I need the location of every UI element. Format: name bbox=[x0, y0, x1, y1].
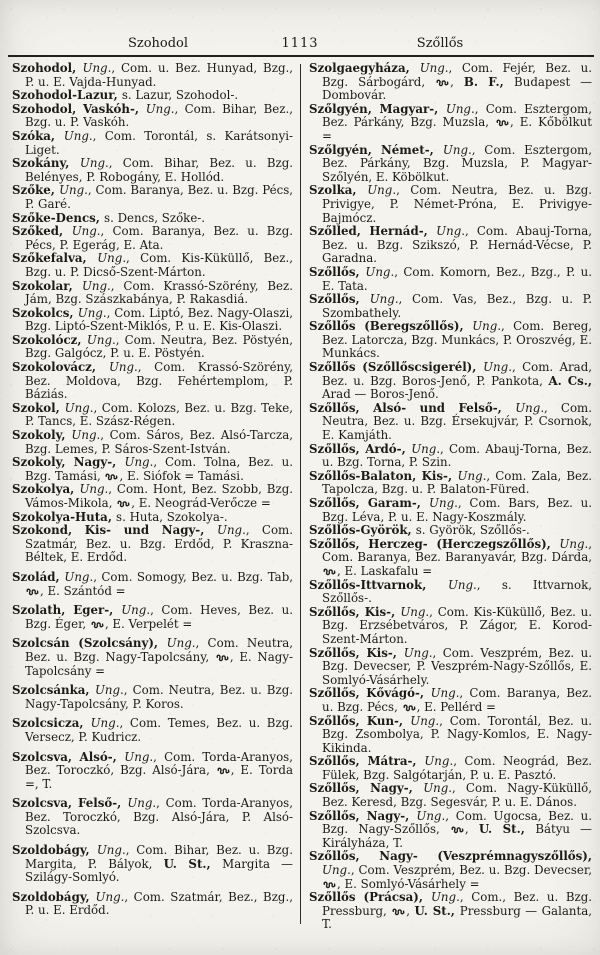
entry-bold-text: U. St., bbox=[414, 903, 460, 918]
entry-bold-text: A. Cs., bbox=[548, 373, 592, 388]
gazetteer-entry bbox=[12, 843, 293, 885]
entry-italic-text: Ung bbox=[447, 577, 474, 592]
entry-bold-text: Szoldobágy, bbox=[12, 843, 97, 858]
entry-italic-text: Ung bbox=[166, 636, 192, 651]
entry-text: ., Com. Heves, Bez. u. Bzg. Éger, bbox=[25, 603, 293, 631]
entry-italic-text: Ung bbox=[217, 523, 243, 538]
entry-bold-text: Szolcsva, Felső-, bbox=[12, 796, 128, 811]
entry-bold-text: Szőkefalva, bbox=[12, 251, 98, 266]
entry-bold-text: Szőllős, Alsó- und Felső-, bbox=[309, 400, 516, 415]
entry-text: ., Com. Krassó-Szörény, Bez. Jám, Bzg. Szászkabánya, P. Rakasdiá. bbox=[25, 278, 293, 307]
gazetteer-entry bbox=[309, 400, 592, 443]
entry-italic-text: Ung bbox=[419, 61, 445, 75]
column-right bbox=[301, 62, 592, 932]
entry-bold-text: Szokol, bbox=[12, 400, 65, 415]
entry-text: ., Com. Kolozs, Bez. u. Bzg. Teke, P. Tancs, E. Szász-Régen. bbox=[25, 400, 293, 429]
entry-text: ., Com. Torda-Aranyos, Bez. Toroczkó, Bzg. Alsó-Jára, bbox=[25, 749, 293, 778]
entry-text: Bátyu — Királyháza, T. bbox=[322, 822, 592, 850]
entry-italic-text: Ung bbox=[457, 468, 483, 483]
entry-italic-text: Ung bbox=[64, 569, 90, 584]
post-horn-icon bbox=[217, 767, 230, 775]
gazetteer-entry bbox=[309, 577, 592, 606]
entry-text: , E. Verpelét = bbox=[104, 616, 193, 631]
entry-bold-text: Szőllős, Nagy-, bbox=[309, 781, 424, 796]
entry-text: ., Com. Temes, Bez. u. Bzg. Versecz, P. Kudricz. bbox=[25, 716, 293, 744]
entry-italic-text: Ung bbox=[436, 224, 462, 239]
entry-text: Arad — Boros-Jenő. bbox=[322, 387, 439, 402]
entry-bold-text: Szokolya, bbox=[12, 482, 80, 497]
entry-bold-text: Szohodol, Vaskóh-, bbox=[12, 101, 146, 116]
entry-italic-text: Ung bbox=[472, 319, 498, 334]
entry-italic-text: Ung bbox=[430, 890, 457, 905]
entry-text: , E. Pellérd = bbox=[416, 699, 496, 714]
entry-bold-text: Szőllős (Prácsa), bbox=[309, 890, 431, 905]
gazetteer-entry bbox=[309, 781, 592, 810]
entry-bold-text: Szőlgyén, Magyar-, bbox=[309, 101, 446, 116]
gazetteer-entry bbox=[309, 264, 592, 293]
entry-text: s. Lazur, Szohodol-. bbox=[121, 88, 239, 103]
entry-text: ., Com. u. Bez. Hunyad, Bzg., P. u. E. Vajda-Hunyad. bbox=[25, 61, 293, 89]
entry-text: ., Com. Bihar, Bez., Bzg. u. P. Vaskóh. bbox=[25, 101, 293, 130]
gazetteer-entry bbox=[12, 224, 293, 252]
gazetteer-entry bbox=[12, 603, 293, 631]
entry-text: ., Com. Arad, Bez. u. Bzg. Boros-Jenő, P. Pankota, bbox=[322, 360, 592, 388]
gazetteer-entry bbox=[309, 754, 592, 782]
post-horn-icon bbox=[403, 704, 416, 712]
gazetteer-entry bbox=[309, 604, 592, 647]
gazetteer-entry bbox=[309, 536, 592, 579]
entry-bold-text: Szolcsicza, bbox=[12, 716, 91, 731]
gazetteer-entry bbox=[309, 319, 592, 361]
entry-text: ., Com. Neográd, Bez. Fülek, Bzg. Salgótarján, P. u. E. Pasztó. bbox=[322, 754, 592, 782]
gazetteer-entry bbox=[12, 796, 293, 838]
entry-bold-text: Szőllős, Kővágó-, bbox=[309, 686, 431, 701]
entry-bold-text: Szoldobágy, bbox=[12, 889, 96, 904]
entry-text: ., Com. Baranya, Bez. u. Bzg. Pécs, bbox=[322, 686, 592, 714]
entry-bold-text: Szolcsva, Alsó-, bbox=[12, 749, 125, 764]
entry-bold-text: Szőllős, Nagy-, bbox=[309, 808, 417, 823]
entry-text: ., Com. Esztergom, Bez. Párkány, Bzg. Muzsla, bbox=[322, 101, 592, 130]
gazetteer-entry bbox=[309, 441, 592, 470]
entry-text: ., Com. Szatmár, Bez., Bzg., P. u. E. Erdőd. bbox=[25, 889, 293, 918]
entry-text: ., Com. Kis-Küküllő, Bez., Bzg. u. P. Dicső-Szent-Márton. bbox=[25, 251, 293, 279]
gazetteer-entry bbox=[12, 156, 293, 184]
entry-text: ., Com. Krassó-Szörény, Bez. Moldova, Bzg. Fehértemplom, P. Báziás. bbox=[25, 360, 293, 402]
entry-text: ., Com. Torontál, s. Karátsonyi-Liget. bbox=[25, 128, 293, 157]
entry-italic-text: Ung bbox=[90, 716, 116, 731]
gazetteer-entry bbox=[12, 683, 293, 711]
entry-italic-text: Ung bbox=[445, 101, 471, 116]
gazetteer-entry bbox=[12, 400, 293, 429]
entry-italic-text: Ung bbox=[424, 754, 450, 769]
entry-text: ., s. Ittvarnok, Szőllős-. bbox=[322, 577, 592, 606]
post-horn-icon bbox=[117, 500, 130, 508]
entry-text: ., Com. Komorn, Bez., Bzg., P. u. E. Tata. bbox=[322, 264, 592, 293]
entry-text: , bbox=[450, 74, 464, 89]
entry-bold-text: Szokány, bbox=[12, 156, 80, 171]
gazetteer-entry bbox=[12, 183, 294, 211]
entry-bold-text: Szolka, bbox=[309, 183, 368, 198]
text-columns bbox=[12, 62, 592, 932]
entry-text: , E. Kőbölkut = bbox=[322, 115, 592, 143]
entry-bold-text: B. F., bbox=[463, 74, 515, 89]
running-head bbox=[0, 36, 600, 54]
post-horn-icon bbox=[392, 908, 405, 916]
entry-italic-text: Ung bbox=[416, 808, 442, 823]
entry-bold-text: Szőllős, bbox=[309, 292, 370, 307]
entry-italic-text: Ung bbox=[95, 889, 121, 904]
entry-bold-text: U. St., bbox=[163, 856, 223, 871]
gazetteer-entry bbox=[309, 686, 592, 714]
entry-italic-text: Ung bbox=[81, 278, 108, 293]
post-horn-icon bbox=[496, 119, 509, 127]
entry-italic-text: Ung bbox=[108, 360, 135, 375]
gazetteer-entry bbox=[12, 749, 293, 792]
entry-italic-text: Ung bbox=[124, 455, 150, 470]
entry-italic-text: Ung bbox=[365, 264, 391, 279]
entry-bold-text: Szolath, Eger-, bbox=[12, 603, 122, 618]
gazetteer-entry bbox=[309, 61, 593, 103]
entry-bold-text: Szőllős-Ittvarnok, bbox=[309, 577, 448, 592]
post-horn-icon bbox=[323, 568, 336, 576]
entry-bold-text: Szőlgyén, Német-, bbox=[309, 142, 443, 157]
entry-text: ., Com. Neutra, Bez. Pöstyén, Bzg. Galgócz, P. u. E. Pöstyén. bbox=[25, 332, 293, 361]
entry-italic-text: Ung bbox=[430, 686, 456, 701]
entry-text: ., Com. Veszprém, Bez. u. Bzg. Devecser, P. Veszprém-Nagy-Szőllős, E. Somlyó-Vásárhely. bbox=[322, 645, 592, 687]
entry-text: ., Com. Vas, Bez., Bzg. u. P. Szombathely. bbox=[322, 292, 592, 320]
entry-text: ., Com. Veszprém, Bez. u. Bzg. Devecser, bbox=[347, 863, 592, 878]
entry-text: ., Com. Baranya, Bez. u. Bzg. Pécs, P. Egerág, E. Ata. bbox=[25, 224, 293, 252]
entry-text: ., Com. Ugocsa, Bez. u. Bzg. Nagy-Szőllős, bbox=[322, 808, 592, 837]
gazetteer-entry bbox=[309, 849, 592, 891]
gazetteer-entry bbox=[309, 101, 592, 144]
gazetteer-entry bbox=[309, 890, 592, 932]
entry-text: ., Com. Bars, Bez. u. Bzg. Léva, P. u. E. Nagy-Koszmály. bbox=[322, 496, 592, 524]
entry-italic-text: Ung bbox=[145, 101, 171, 116]
entry-italic-text: Ung bbox=[410, 713, 436, 728]
gazetteer-entry bbox=[309, 645, 592, 688]
entry-italic-text: Ung bbox=[59, 183, 85, 198]
entry-italic-text: Ung bbox=[124, 749, 150, 764]
entry-text: ., Com. Nagy-Küküllő, Bez. Keresd, Bzg. Segesvár, P. u. E. Dános. bbox=[322, 781, 592, 810]
entry-bold-text: Szokond, Kis- und Nagy-, bbox=[12, 523, 217, 538]
entry-italic-text: Ung bbox=[79, 156, 105, 171]
post-horn-icon bbox=[91, 621, 104, 629]
gazetteer-entry bbox=[12, 210, 293, 226]
entry-italic-text: Ung bbox=[483, 360, 509, 375]
post-horn-icon bbox=[26, 588, 39, 596]
entry-bold-text: Szolgaegyháza, bbox=[309, 61, 420, 75]
entry-bold-text: Szőllős-Györök, bbox=[309, 523, 416, 538]
gazetteer-entry bbox=[309, 713, 592, 756]
gazetteer-entry bbox=[12, 278, 293, 307]
entry-text: , bbox=[464, 822, 479, 837]
running-head-right-keyword: Szőllős bbox=[416, 36, 464, 51]
entry-bold-text: Szokoly, bbox=[12, 428, 72, 443]
entry-italic-text: Ung bbox=[97, 251, 123, 266]
entry-text: ., Com. Tolna, Bez. u. Bzg. Tamási, bbox=[25, 455, 293, 483]
gazetteer-entry bbox=[309, 142, 592, 185]
entry-bold-text: Szőllős (Beregszőllős), bbox=[309, 319, 473, 334]
entry-bold-text: Szokoly, Nagy-, bbox=[12, 455, 125, 470]
entry-text: , E. Somlyó-Vásárhely = bbox=[337, 876, 480, 891]
entry-bold-text: Szőllős, Kun-, bbox=[309, 713, 411, 728]
entry-bold-text: Szőke, bbox=[12, 183, 60, 198]
entry-text: ., Com. Esztergom, Bez. Párkány, Bzg. Muzsla, P. Magyar-Szőlyén, E. Köbölkut. bbox=[322, 142, 592, 184]
header-rule bbox=[8, 55, 594, 57]
gazetteer-entry bbox=[12, 305, 293, 334]
entry-italic-text: Ung bbox=[442, 142, 468, 157]
entry-bold-text: Szőked, bbox=[12, 224, 72, 239]
gazetteer-entry bbox=[309, 808, 592, 851]
entry-bold-text: Szőllős, bbox=[309, 264, 366, 279]
post-horn-icon bbox=[105, 473, 118, 481]
entry-text: , bbox=[406, 903, 415, 918]
entry-bold-text: Szőllős, Garam-, bbox=[309, 496, 430, 510]
gazetteer-entry bbox=[12, 509, 293, 525]
entry-bold-text: Szőllős (Szőllőscsigerél), bbox=[309, 360, 484, 375]
gazetteer-entry bbox=[12, 569, 293, 598]
entry-bold-text: Szőllős, Mátra-, bbox=[309, 754, 425, 769]
entry-italic-text: Ung bbox=[367, 183, 393, 198]
page-number: 1113 bbox=[281, 36, 319, 51]
gazetteer-entry bbox=[12, 251, 293, 279]
post-horn-icon bbox=[323, 881, 336, 889]
entry-text: s. Györök, Szőllős-. bbox=[415, 523, 530, 538]
gazetteer-entry bbox=[309, 183, 592, 225]
entry-text: s. Dencs, Szőke-. bbox=[104, 210, 206, 225]
entry-text: ., Com. Kis-Küküllő, Bez. u. Bzg. Erzsébetváros, P. Zágor, E. Korod-Szent-Márton. bbox=[322, 604, 592, 646]
entry-text: ., Com. Abauj-Torna, Bez. u. Bzg. Torna, P. Szin. bbox=[322, 441, 592, 470]
entry-italic-text: Ung bbox=[79, 482, 105, 497]
entry-italic-text: Ung bbox=[423, 781, 449, 796]
entry-bold-text: Szőllős, Nagy- (Veszprémnagyszőllős), bbox=[309, 849, 592, 864]
gazetteer-entry bbox=[12, 889, 293, 918]
entry-bold-text: Szőke-Dencs, bbox=[12, 210, 105, 225]
gazetteer-entry bbox=[12, 332, 293, 361]
entry-text: , E. Torda =, T. bbox=[25, 763, 293, 791]
entry-text: ., Com. Somogy, Bez. u. Bzg. Tab, bbox=[89, 569, 293, 584]
entry-italic-text: Ung bbox=[64, 400, 90, 415]
entry-text: , E. Siófok = Tamási. bbox=[119, 468, 244, 483]
entry-bold-text: Szőllős, Ardó-, bbox=[309, 441, 412, 456]
entry-italic-text: Ung bbox=[63, 128, 89, 143]
entry-text: Margita — Szilágy-Somlyó. bbox=[25, 856, 293, 885]
entry-bold-text: Szóka, bbox=[12, 128, 64, 143]
entry-italic-text: Ung bbox=[400, 604, 426, 619]
gazetteer-entry bbox=[12, 428, 293, 456]
entry-italic-text: Ung bbox=[429, 496, 455, 510]
entry-text: ., Com. Zala, Bez. Tapolcza, Bzg. u. P. Balaton-Füred. bbox=[322, 468, 592, 497]
entry-bold-text: Szőllős-Balaton, Kis-, bbox=[309, 468, 458, 483]
gazetteer-entry bbox=[309, 360, 592, 402]
entry-text: ., Com. Baranya, Bez. u. Bzg. Pécs, P. Garé. bbox=[25, 183, 294, 211]
post-horn-icon bbox=[436, 79, 449, 87]
entry-text: ., Com. Abauj-Torna, Bez. u. Bzg. Szikszó, P. Hernád-Vécse, P. Garadna. bbox=[322, 224, 592, 266]
entry-italic-text: Ung bbox=[121, 603, 147, 618]
gazetteer-entry bbox=[12, 716, 293, 744]
post-horn-icon bbox=[451, 826, 464, 834]
entry-italic-text: Ung bbox=[71, 428, 97, 443]
entry-bold-text: Szokolovácz, bbox=[12, 360, 109, 375]
entry-text: ., Com., Bez. u. Bzg. Pressburg, bbox=[322, 890, 592, 918]
entry-bold-text: Szolcsán (Szolcsány), bbox=[12, 636, 167, 651]
gazetteer-entry bbox=[12, 482, 293, 510]
entry-bold-text: Szokolcs, bbox=[12, 305, 78, 320]
entry-text: ., Com. Hont, Bez. Szobb, Bzg. Vámos-Mikola, bbox=[25, 482, 293, 510]
entry-bold-text: Szőlled, Hernád-, bbox=[309, 224, 437, 239]
gazetteer-entry bbox=[12, 455, 293, 483]
running-head-left-keyword: Szohodol bbox=[127, 36, 189, 51]
entry-text: Budapest — Dombovár. bbox=[322, 74, 593, 103]
gazetteer-entry bbox=[309, 496, 592, 524]
entry-bold-text: Szőllős, Kis-, bbox=[309, 645, 404, 660]
entry-italic-text: Ung bbox=[82, 61, 108, 75]
entry-text: s. Huta, Szokolya-. bbox=[116, 509, 228, 524]
entry-text: ., Com. Bihar, Bez. u. Bzg. Belényes, P. Robogány, E. Hollód. bbox=[25, 156, 293, 184]
entry-text: ., Com. Bihar, Bez. u. Bzg. Margita, P. Bályok, bbox=[25, 843, 293, 871]
entry-bold-text: Szokolócz, bbox=[12, 332, 87, 347]
entry-bold-text: Szolád, bbox=[12, 569, 65, 584]
gazetteer-entry bbox=[12, 101, 293, 130]
entry-italic-text: Ung bbox=[559, 536, 585, 551]
entry-italic-text: Ung bbox=[322, 863, 348, 878]
entry-italic-text: Ung bbox=[77, 305, 103, 320]
entry-italic-text: Ung bbox=[515, 400, 541, 415]
gazetteer-entry bbox=[309, 523, 592, 538]
entry-text: , E. Szántód = bbox=[40, 583, 126, 598]
entry-text: ., Com. Neutra, Bez. u. Bzg. Érsekujvár, P. Csornok, E. Kamjáth. bbox=[322, 400, 592, 443]
gazetteer-entry bbox=[309, 292, 592, 320]
entry-bold-text: Szőllős, Herczeg- (Herczegszőllős), bbox=[309, 536, 560, 551]
entry-text: ., Com. Liptó, Bez. Nagy-Olaszi, Bzg. Liptó-Szent-Miklós, P. u. E. Kis-Olaszi. bbox=[25, 305, 293, 334]
entry-text: , E. Neográd-Verőcze = bbox=[131, 496, 271, 510]
entry-text: , E. Laskafalu = bbox=[337, 563, 433, 578]
entry-text: ., Com. Torda-Aranyos, Bez. Toroczkó, Bzg. Alsó-Jára, P. Alsó-Szolcsva. bbox=[25, 796, 293, 838]
entry-italic-text: Ung bbox=[127, 796, 153, 811]
entry-text: ., Com. Neutra, Bez. u. Bzg. Nagy-Tapolcsány, P. Koros. bbox=[25, 683, 293, 711]
column-left bbox=[12, 62, 300, 932]
entry-italic-text: Ung bbox=[369, 292, 395, 307]
entry-text: ., Com. Bereg, Bez. Latorcza, Bzg. Munkács, P. Oroszvég, E. Munkács. bbox=[322, 319, 592, 361]
entry-bold-text: Szokolya-Huta, bbox=[12, 509, 117, 524]
entry-text: ., Com. Baranya, Bez. Baranyavár, Bzg. Dárda, bbox=[322, 536, 592, 565]
gazetteer-entry bbox=[309, 468, 592, 497]
entry-bold-text: U. St., bbox=[478, 822, 536, 837]
entry-bold-text: Szohodol, bbox=[12, 61, 83, 75]
entry-text: Pressburg — Galanta, T. bbox=[322, 903, 592, 932]
entry-italic-text: Ung bbox=[411, 441, 437, 456]
gazetteer-entry bbox=[12, 360, 293, 402]
entry-italic-text: Ung bbox=[86, 332, 113, 347]
entry-italic-text: Ung bbox=[71, 224, 97, 239]
entry-text: ., Com. Sáros, Bez. Alsó-Tarcza, Bzg. Lemes, P. Sáros-Szent-István. bbox=[25, 428, 293, 456]
gazetteer-entry bbox=[309, 224, 592, 266]
entry-text: ., Com. Fejér, Bez. u. Bzg. Sárbogárd, bbox=[322, 61, 592, 89]
entry-text: ., Com. Neutra, Bez. u. Bzg. Privigye, P. Német-Próna, E. Privigye-Bajmócz. bbox=[322, 183, 592, 225]
entry-bold-text: Szőllős, Kis-, bbox=[309, 604, 401, 619]
post-horn-icon bbox=[216, 654, 229, 662]
entry-text: , E. Nagy-Tapolcsány = bbox=[25, 649, 293, 678]
entry-text: ., Com. Neutra, Bez. u. Bzg. Nagy-Tapolcsány, bbox=[25, 636, 293, 664]
entry-bold-text: Szokolar, bbox=[12, 278, 82, 293]
gazetteer-entry bbox=[12, 88, 293, 103]
entry-italic-text: Ung bbox=[94, 683, 121, 698]
entry-bold-text: Szolcsánka, bbox=[12, 683, 95, 698]
gazetteer-entry bbox=[12, 636, 293, 678]
entry-italic-text: Ung bbox=[96, 843, 122, 858]
gazetteer-entry bbox=[12, 61, 293, 89]
entry-italic-text: Ung bbox=[403, 645, 429, 660]
entry-bold-text: Szohodol-Lazur, bbox=[12, 88, 122, 103]
entry-text: ., Com. Szatmár, Bez. u. Bzg. Erdőd, P. Kraszna-Béltek, E. Erdőd. bbox=[25, 523, 293, 565]
entry-text: ., Com. Torontál, Bez. u. Bzg. Zsombolya, P. Nagy-Komlos, E. Nagy-Kikinda. bbox=[322, 713, 592, 755]
gazetteer-entry bbox=[12, 128, 293, 157]
gazetteer-entry bbox=[12, 523, 293, 565]
